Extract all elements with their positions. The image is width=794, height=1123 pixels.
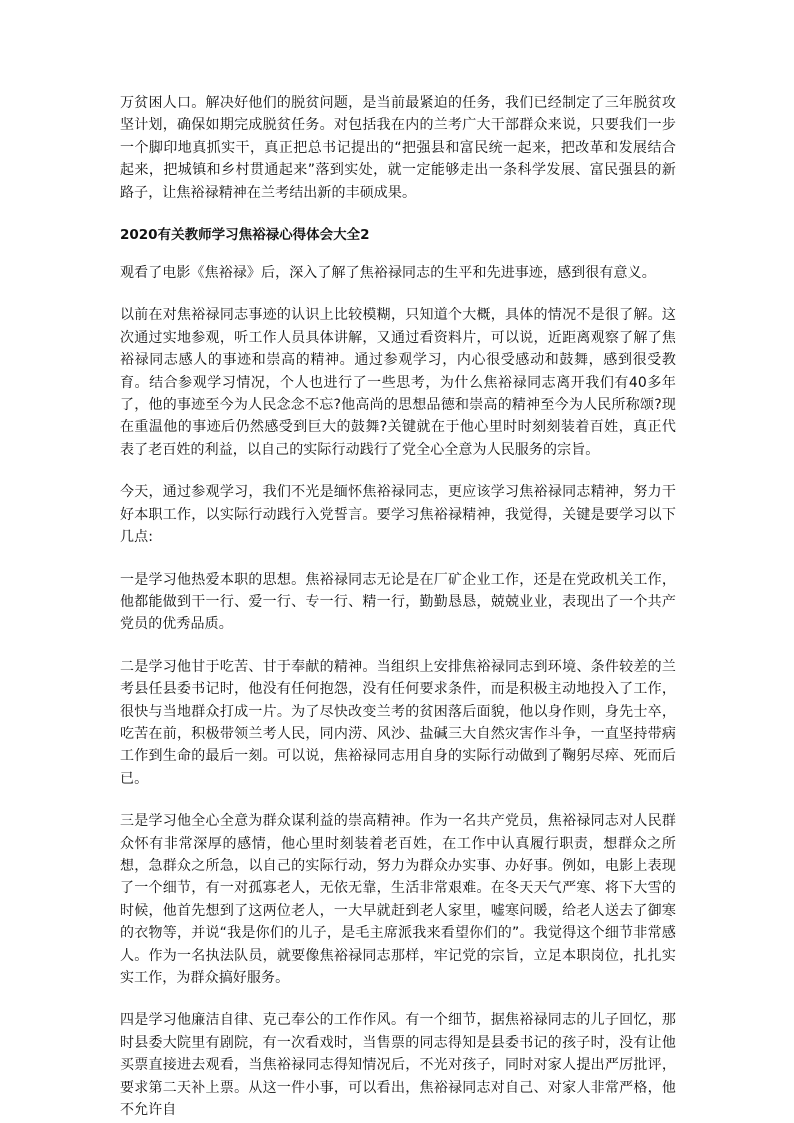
paragraph-4: 一是学习他热爱本职的思想。焦裕禄同志无论是在厂矿企业工作，还是在党政机关工作，他都能做到干一行、爱一行、专一行、精一行，勤勤恳恳，兢兢业业，表现出了一个共产党员的优秀品质。 xyxy=(120,571,676,633)
paragraph-6: 三是学习他全心全意为群众谋利益的崇高精神。作为一名共产党员，焦裕禄同志对人民群众怀有非常深厚的感情，他心里时刻装着老百姓，在工作中认真履行职责，想群众之所想，急群众之所急，以自己的实际行动，努力为群众办实事、办好事。例如，电影上表现了一个细节，有一对孤寡老人，无依无靠，生活非常艰难。在冬天天气严寒、将下大雪的时候，他首先想到了这两位老人，一大早就赶到老人家里，嘘寒问暖，给老人送去了御寒的衣物等，并说“我是你们的儿子，是毛主席派我来看望你们的”。我觉得这个细节非常感人。作为一名执法队员，就要像焦裕禄同志那样，牢记党的宗旨，立足本职岗位，扎扎实实工作，为群众搞好服务。 xyxy=(120,813,676,986)
paragraph-2: 以前在对焦裕禄同志事迹的认识上比较模糊，只知道个大概，具体的情况不是很了解。这次通过实地参观，听工作人员具体讲解，又通过看资料片，可以说，近距离观察了解了焦裕禄同志感人的事迹和崇高的精神。通过参观学习，内心很受感动和鼓舞，感到很受教育。结合参观学习情况，个人也进行了一些思考，为什么焦裕禄同志离开我们有40多年了，他的事迹至今为人民念念不忘?他高尚的思想品德和崇高的精神至今为人民所称颂?现在重温他的事迹后仍然感受到巨大的鼓舞?关键就在于他心里时时刻刻装着百姓，真正代表了老百姓的利益，以自己的实际行动践行了党全心全意为人民服务的宗旨。 xyxy=(120,307,676,458)
paragraph-intro: 万贫困人口。解决好他们的脱贫问题，是当前最紧迫的任务，我们已经制定了三年脱贫攻坚计划，确保如期完成脱贫任务。对包括我在内的兰考广大干部群众来说，只要我们一步一个脚印地真抓实干，真正把总书记提出的“把强县和富民统一起来，把改革和发展结合起来，把城镇和乡村贯通起来”落到实处，就一定能够走出一条科学发展、富民强县的新路子，让焦裕禄精神在兰考结出新的丰硕成果。 xyxy=(120,95,676,201)
paragraph-7: 四是学习他廉洁自律、克己奉公的工作作风。有一个细节，据焦裕禄同志的儿子回忆，那时县委大院里有剧院，有一次看戏时，当售票的同志得知是县委书记的孩子时，没有让他买票直接进去观看，当焦裕禄同志得知情况后，不光对孩子，同时对家人提出严厉批评，要求第二天补上票。从这一件小事，可以看出，焦裕禄同志对自己、对家人非常严格，他不允许自 xyxy=(120,1012,676,1119)
paragraph-5: 二是学习他甘于吃苦、甘于奉献的精神。当组织上安排焦裕禄同志到环境、条件较差的兰考县任县委书记时，他没有任何抱怨，没有任何要求条件，而是积极主动地投入了工作，很快与当地群众打成一片。为了尽快改变兰考的贫困落后面貌，他以身作则，身先士卒，吃苦在前，积极带领兰考人民，同内涝、风沙、盐碱三大自然灾害作斗争，一直坚持带病工作到生命的最后一刻。可以说，焦裕禄同志用自身的实际行动做到了鞠躬尽瘁、死而后已。 xyxy=(120,658,676,787)
paragraph-1: 观看了电影《焦裕禄》后，深入了解了焦裕禄同志的生平和先进事迹，感到很有意义。 xyxy=(120,265,656,282)
section-heading: 2020有关教师学习焦裕禄心得体会大全2 xyxy=(120,227,370,244)
document-page xyxy=(120,92,676,1121)
paragraph-3: 今天，通过参观学习，我们不光是缅怀焦裕禄同志，更应该学习焦裕禄同志精神，努力干好本职工作，以实际行动践行入党誓言。要学习焦裕禄精神，我觉得，关键是要学习以下几点: xyxy=(120,484,676,546)
